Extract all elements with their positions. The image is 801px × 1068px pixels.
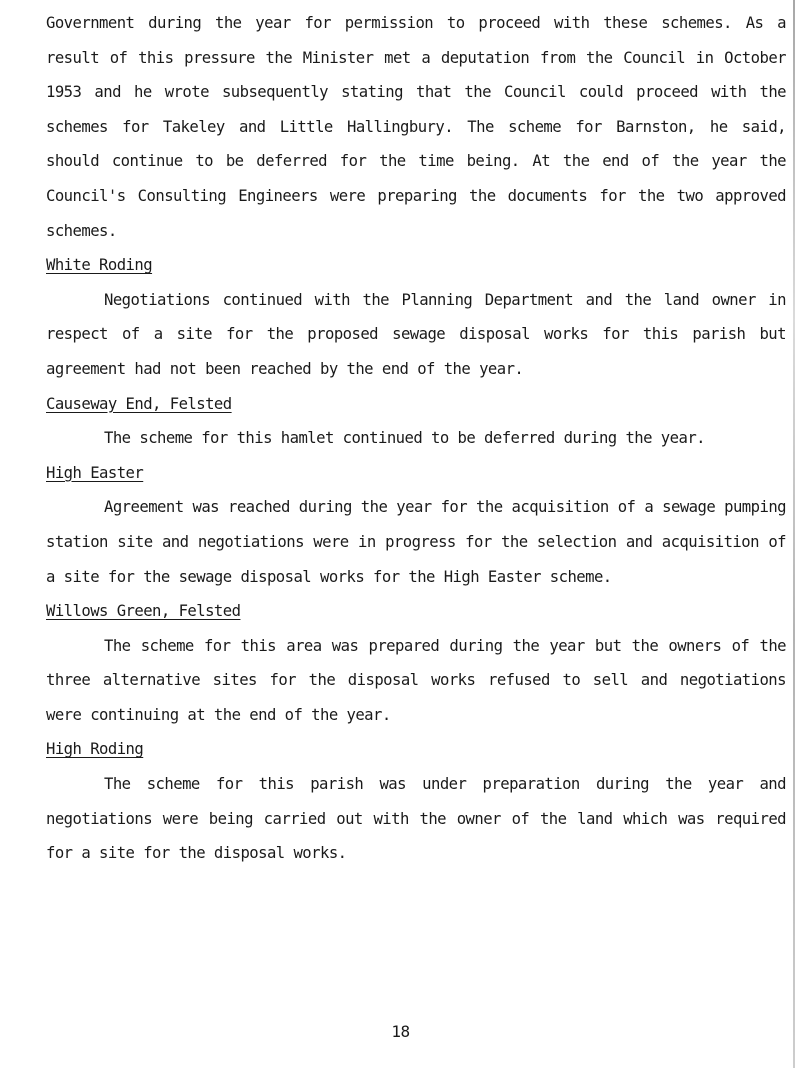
section-heading-white-roding: White Roding [46,256,153,275]
section-body-white-roding: Negotiations continued with the Planning Department and the land owner in respect of a site for the proposed sewage disposal works for this parish but agreement had not been reached by the end of the year. [46,290,786,378]
intro-paragraph: Government during the year for permission to proceed with these schemes. As a result of this pressure the Minister met a deputation from the Council in October 1953 and he wrote subsequently stating that the Council could proceed with the schemes for Takeley and Little Hallingbury. The scheme for Barnston, he said, should continue to be deferred for the time being. At the end of the year the Council's Consulting Engineers were preparing the documents for the two approved schemes. [46,14,786,240]
section-body-willows-green: The scheme for this area was prepared during the year but the owners of the three alternative sites for the disposal works refused to sell and negotiations were continuing at the end of the year. [46,636,786,724]
section-heading-high-easter: High Easter [46,463,144,482]
section-heading-high-roding: High Roding [46,740,144,759]
section-heading-willows-green: Willows Green, Felsted [46,602,241,621]
scan-edge-shadow [793,0,795,1068]
section-body-high-easter: Agreement was reached during the year for the acquisition of a sewage pumping station site and negotiations were in progress for the selection and acquisition of a site for the sewage disposal works for the High Easter scheme. [46,498,786,586]
section-heading-causeway-end: Causeway End, Felsted [46,394,232,413]
section-body-causeway-end: The scheme for this hamlet continued to be deferred during the year. [104,429,706,448]
section-body-high-roding: The scheme for this parish was under preparation during the year and negotiations were being carried out with the owner of the land which was required for a site for the disposal works. [46,775,786,863]
page-number: 18 [391,1022,410,1041]
document-body [46,6,786,871]
